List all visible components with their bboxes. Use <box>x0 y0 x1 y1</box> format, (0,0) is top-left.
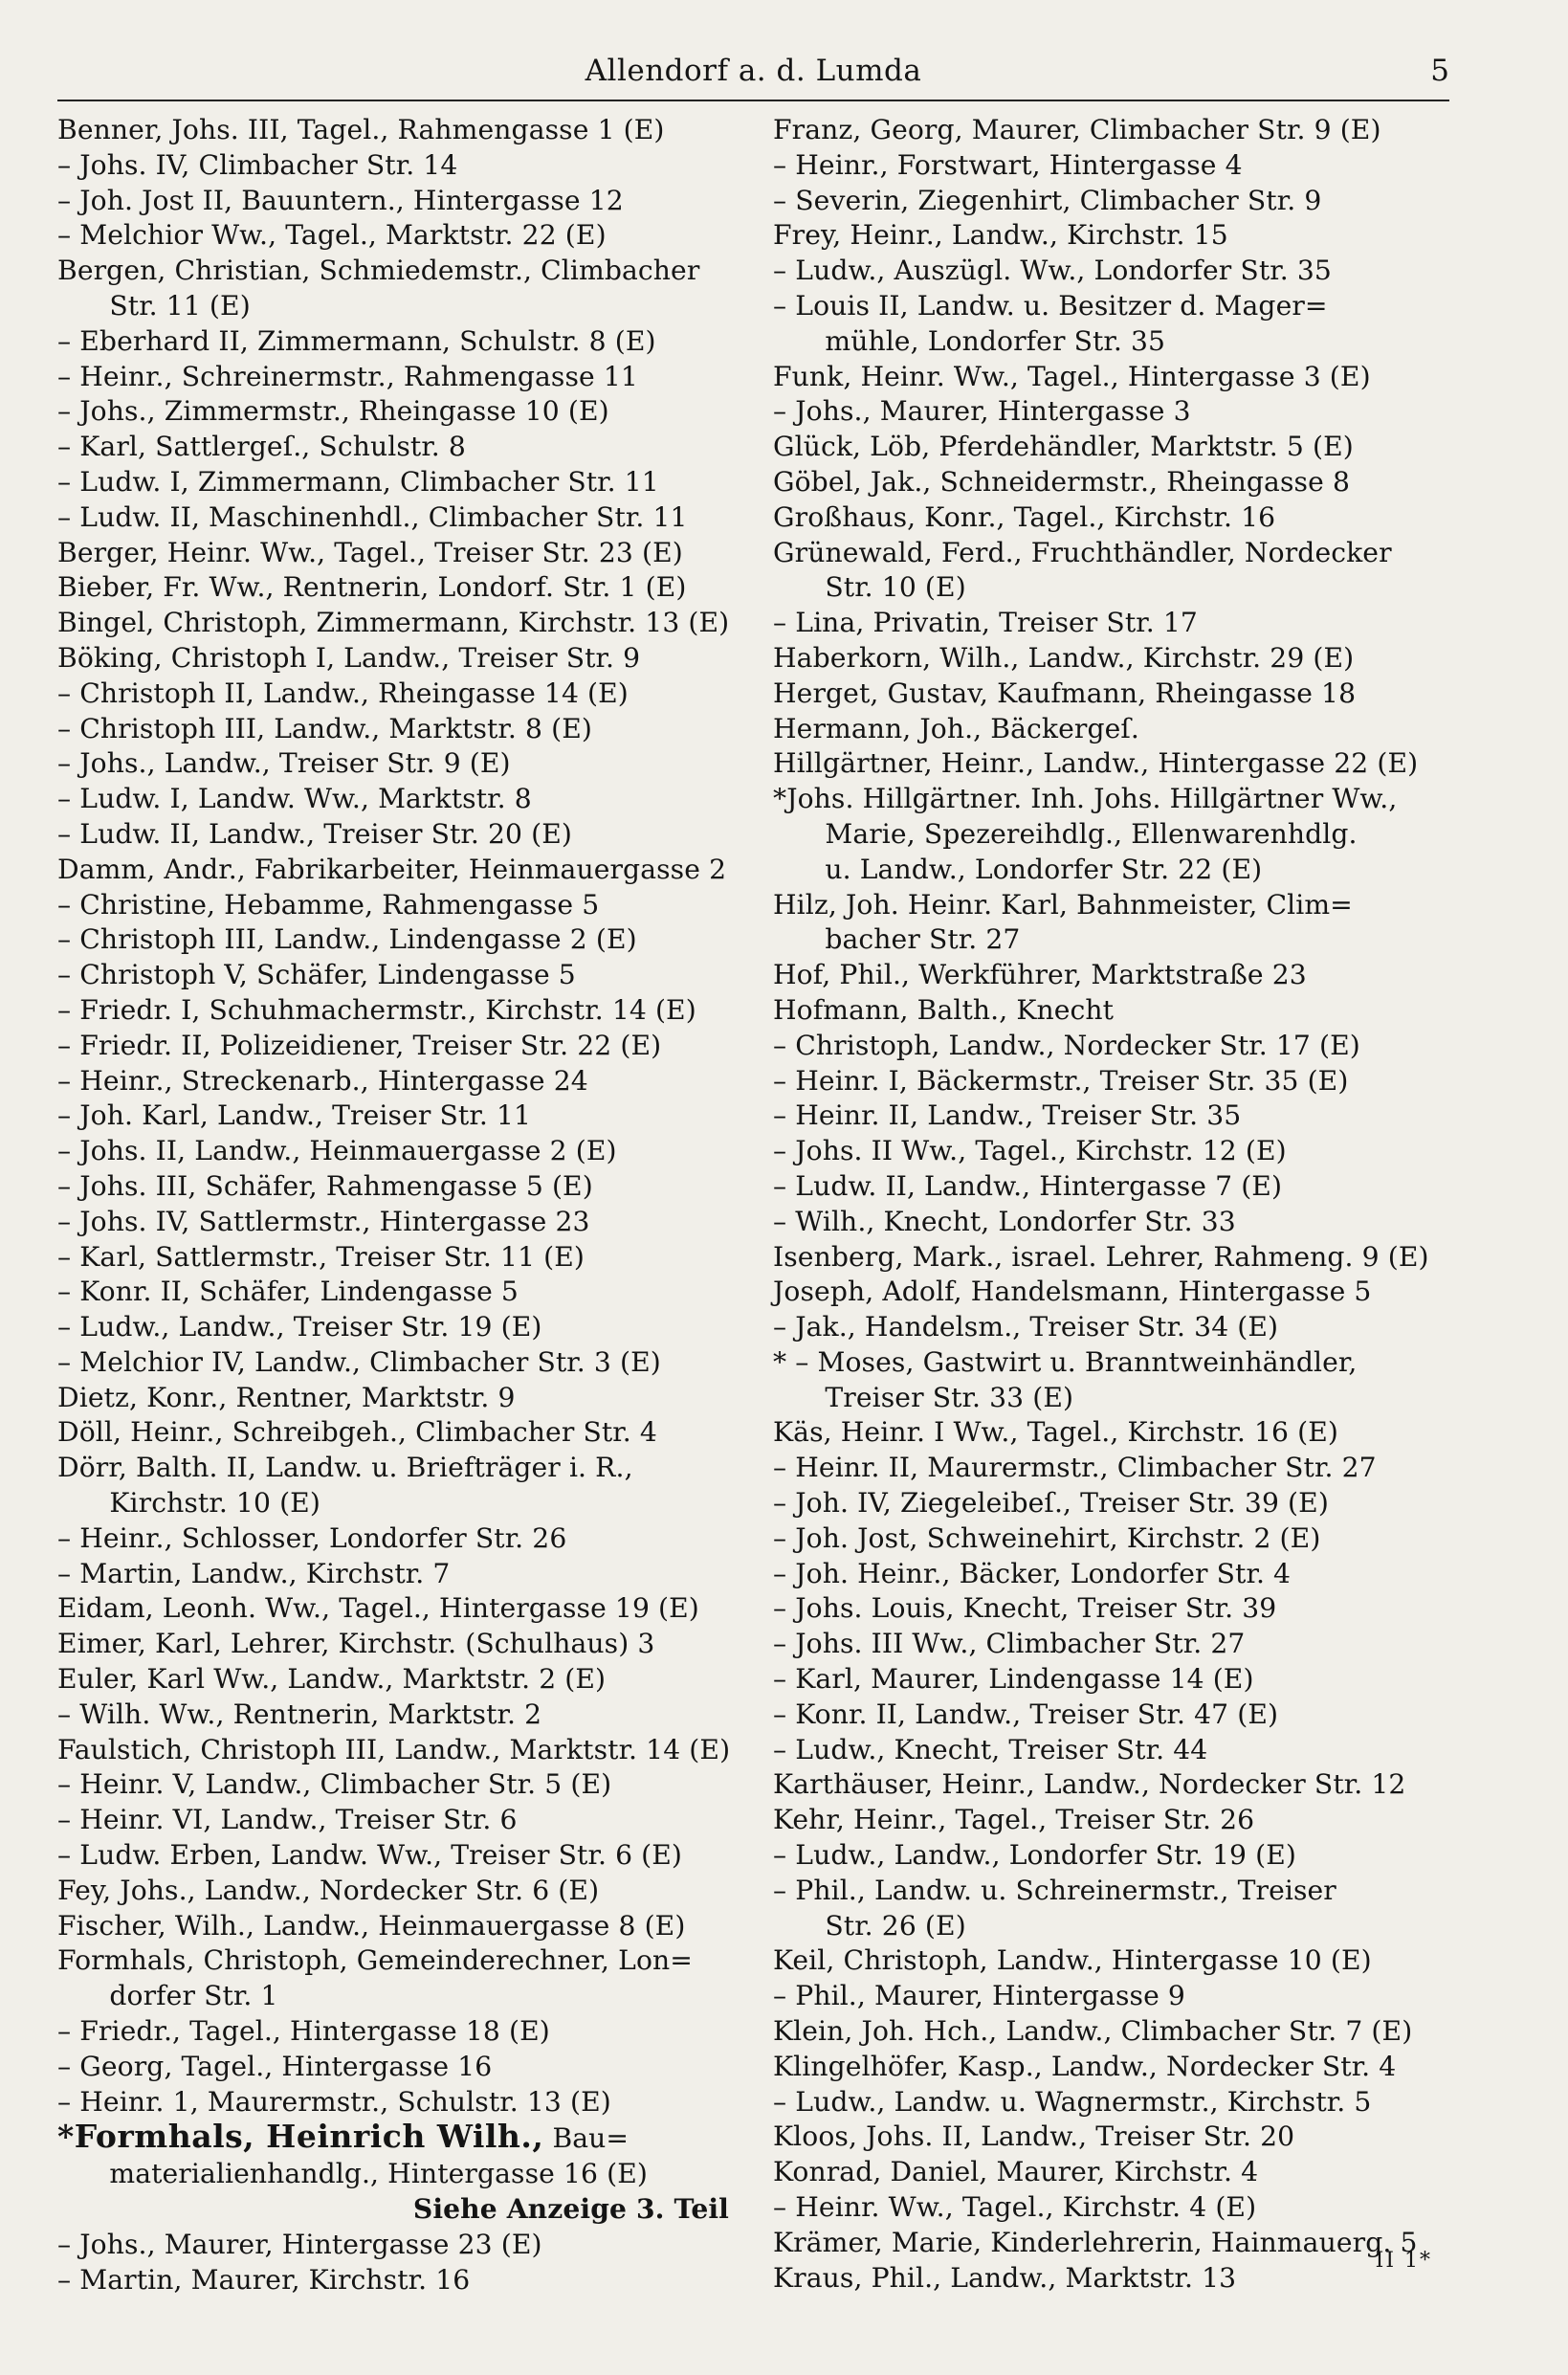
directory-entry: Funk, Heinr. Ww., Tagel., Hintergasse 3 (E) <box>773 360 1371 392</box>
directory-entry: Krämer, Marie, Kinderlehrerin, Hainmauerg. 5 <box>773 2226 1418 2258</box>
directory-entry: – Friedr. I, Schuhmachermstr., Kirchstr. 14 (E) <box>57 993 696 1026</box>
directory-entry: – Georg, Tagel., Hintergasse 16 <box>57 2050 493 2082</box>
directory-entry: – Johs., Maurer, Hintergasse 23 (E) <box>57 2228 542 2260</box>
directory-entry: Treiser Str. 33 (E) <box>773 1381 1074 1413</box>
directory-entry: – Jak., Handelsm., Treiser Str. 34 (E) <box>773 1311 1279 1343</box>
left-column <box>57 113 737 2296</box>
directory-entry: – Wilh., Knecht, Londorfer Str. 33 <box>773 1205 1236 1237</box>
ad-name: *Formhals, Heinrich Wilh., <box>57 2118 544 2156</box>
directory-entry: – Ludw., Landw. u. Wagnermstr., Kirchstr. 5 <box>773 2085 1372 2118</box>
directory-entry: – Heinr. II, Landw., Treiser Str. 35 <box>773 1099 1242 1132</box>
directory-entry: Str. 26 (E) <box>773 1909 966 1942</box>
directory-entry: – Johs. II Ww., Tagel., Kirchstr. 12 (E) <box>773 1135 1287 1167</box>
directory-entry: Dietz, Konr., Rentner, Marktstr. 9 <box>57 1381 516 1413</box>
directory-entry: – Johs. III Ww., Climbacher Str. 27 <box>773 1628 1246 1660</box>
directory-entry: – Johs. III, Schäfer, Rahmengasse 5 (E) <box>57 1169 593 1202</box>
directory-entry: – Karl, Sattlermstr., Treiser Str. 11 (E) <box>57 1240 585 1273</box>
ad-line2: materialienhandlg., Hintergasse 16 (E) <box>57 2158 649 2190</box>
signature-mark: II 1* <box>1375 2249 1432 2273</box>
directory-entry: Isenberg, Mark., israel. Lehrer, Rahmeng. 9 (E) <box>773 1240 1429 1273</box>
directory-entry: Großhaus, Konr., Tagel., Kirchstr. 16 <box>773 500 1276 533</box>
directory-entry: Str. 11 (E) <box>57 289 251 322</box>
directory-entry: Konrad, Daniel, Maurer, Kirchstr. 4 <box>773 2156 1259 2188</box>
directory-entry: Faulstich, Christoph III, Landw., Marktstr. 14 (E) <box>57 1733 731 1765</box>
directory-entry: Dörr, Balth. II, Landw. u. Briefträger i. R., <box>57 1452 633 1484</box>
directory-entry: Joseph, Adolf, Handelsmann, Hintergasse 5 <box>773 1276 1372 1308</box>
directory-entry: – Severin, Ziegenhirt, Climbacher Str. 9 <box>773 184 1322 216</box>
directory-entry: – Heinr. II, Maurermstr., Climbacher Str. 27 <box>773 1452 1377 1484</box>
directory-entry: – Martin, Landw., Kirchstr. 7 <box>57 1557 451 1589</box>
directory-entry: – Phil., Landw. u. Schreinermstr., Treiser <box>773 1874 1336 1906</box>
page-header <box>57 46 1449 103</box>
directory-entry: Grünewald, Ferd., Fruchthändler, Nordecker <box>773 536 1392 568</box>
directory-entry: – Heinr. Ww., Tagel., Kirchstr. 4 (E) <box>773 2191 1257 2224</box>
directory-entry: Keil, Christoph, Landw., Hintergasse 10 (E) <box>773 1944 1372 1977</box>
directory-entry: Kehr, Heinr., Tagel., Treiser Str. 26 <box>773 1804 1255 1836</box>
directory-entry: Hofmann, Balth., Knecht <box>773 993 1115 1026</box>
directory-entry: *Johs. Hillgärtner. Inh. Johs. Hillgärtner Ww., <box>773 783 1398 815</box>
directory-entry: – Johs. IV, Sattlermstr., Hintergasse 23 <box>57 1205 590 1237</box>
directory-entry: – Friedr., Tagel., Hintergasse 18 (E) <box>57 2015 550 2048</box>
directory-entry: – Ludw., Auszügl. Ww., Londorfer Str. 35 <box>773 255 1332 287</box>
ad-line1-rest: Bau= <box>543 2122 629 2155</box>
directory-entry: – Johs., Maurer, Hintergasse 3 <box>773 395 1191 428</box>
directory-entry: – Melchior Ww., Tagel., Marktstr. 22 (E) <box>57 219 607 252</box>
directory-entry: – Martin, Maurer, Kirchstr. 16 <box>57 2263 471 2296</box>
directory-entry: – Joh. Heinr., Bäcker, Londorfer Str. 4 <box>773 1557 1292 1589</box>
directory-entry: Karthäuser, Heinr., Landw., Nordecker Str. 12 <box>773 1768 1406 1801</box>
directory-entry: – Joh. Karl, Landw., Treiser Str. 11 <box>57 1099 532 1132</box>
directory-entry: Formhals, Christoph, Gemeinderechner, Lon= <box>57 1944 694 1977</box>
directory-entry: – Christoph V, Schäfer, Lindengasse 5 <box>57 959 576 991</box>
directory-entry: – Heinr., Streckenarb., Hintergasse 24 <box>57 1064 588 1097</box>
directory-entry: – Christoph, Landw., Nordecker Str. 17 (E) <box>773 1029 1360 1061</box>
directory-entry: Kloos, Johs. II, Landw., Treiser Str. 20 <box>773 2120 1295 2153</box>
directory-entry: u. Landw., Londorfer Str. 22 (E) <box>773 853 1263 885</box>
directory-entry: Glück, Löb, Pferdehändler, Marktstr. 5 (E) <box>773 431 1354 463</box>
directory-entry: Hilz, Joh. Heinr. Karl, Bahnmeister, Clim= <box>773 888 1353 921</box>
directory-entry: – Ludw. I, Landw. Ww., Marktstr. 8 <box>57 783 532 815</box>
directory-entry: Berger, Heinr. Ww., Tagel., Treiser Str. 23 (E) <box>57 536 683 568</box>
directory-entry: – Christine, Hebamme, Rahmengasse 5 <box>57 888 600 921</box>
directory-entry: Eidam, Leonh. Ww., Tagel., Hintergasse 19 (E) <box>57 1592 699 1625</box>
directory-entry: – Karl, Maurer, Lindengasse 14 (E) <box>773 1663 1254 1696</box>
directory-entry: Bieber, Fr. Ww., Rentnerin, Londorf. Str. 1 (E) <box>57 571 687 604</box>
directory-entry: Klingelhöfer, Kasp., Landw., Nordecker Str. 4 <box>773 2050 1397 2082</box>
directory-entry: Bergen, Christian, Schmiedemstr., Climbacher <box>57 255 700 287</box>
directory-entry: – Louis II, Landw. u. Besitzer d. Mager= <box>773 289 1328 322</box>
directory-entry: – Phil., Maurer, Hintergasse 9 <box>773 1980 1185 2012</box>
directory-entry: – Johs. Louis, Knecht, Treiser Str. 39 <box>773 1592 1277 1625</box>
directory-entry: – Heinr. VI, Landw., Treiser Str. 6 <box>57 1804 518 1836</box>
directory-entry: mühle, Londorfer Str. 35 <box>773 324 1166 357</box>
directory-entry: Käs, Heinr. I Ww., Tagel., Kirchstr. 16 (E) <box>773 1416 1339 1449</box>
directory-entry: dorfer Str. 1 <box>57 1980 278 2012</box>
directory-entry: – Johs., Zimmermstr., Rheingasse 10 (E) <box>57 395 609 428</box>
directory-entry: Damm, Andr., Fabrikarbeiter, Heinmauergasse 2 <box>57 853 727 885</box>
directory-entry: – Christoph III, Landw., Marktstr. 8 (E) <box>57 712 592 744</box>
directory-entry: – Joh. Jost II, Bauuntern., Hintergasse 12 <box>57 184 624 216</box>
directory-entry: – Christoph III, Landw., Lindengasse 2 (E) <box>57 923 637 956</box>
directory-entry: Fey, Johs., Landw., Nordecker Str. 6 (E) <box>57 1874 600 1906</box>
directory-entry: – Ludw. I, Zimmermann, Climbacher Str. 11 <box>57 465 659 498</box>
directory-entry: – Karl, Sattlergeſ., Schulstr. 8 <box>57 431 466 463</box>
directory-entry: * – Moses, Gastwirt u. Branntweinhändler, <box>773 1345 1358 1378</box>
directory-entry: – Joh. Jost, Schweinehirt, Kirchstr. 2 (E) <box>773 1521 1321 1554</box>
directory-entry: – Konr. II, Schäfer, Lindengasse 5 <box>57 1276 519 1308</box>
directory-entry: Klein, Joh. Hch., Landw., Climbacher Str. 7 (E) <box>773 2015 1413 2048</box>
directory-entry: Frey, Heinr., Landw., Kirchstr. 15 <box>773 219 1228 252</box>
directory-entry: Bingel, Christoph, Zimmermann, Kirchstr. 13 (E) <box>57 607 730 639</box>
directory-entry: – Friedr. II, Polizeidiener, Treiser Str. 22 (E) <box>57 1029 662 1061</box>
directory-entry: Fischer, Wilh., Landw., Heinmauergasse 8 (E) <box>57 1909 686 1942</box>
directory-entry: Marie, Spezereihdlg., Ellenwarenhdlg. <box>773 817 1358 850</box>
directory-entry: Hillgärtner, Heinr., Landw., Hintergasse 22 (E) <box>773 747 1419 780</box>
directory-entry: – Heinr., Forstwart, Hintergasse 4 <box>773 148 1243 181</box>
directory-entry: Benner, Johs. III, Tagel., Rahmengasse 1 (E) <box>57 114 665 145</box>
directory-entry: Kraus, Phil., Landw., Marktstr. 13 <box>773 2261 1237 2294</box>
ad-reference: Siehe Anzeige 3. Teil <box>412 2193 729 2226</box>
directory-entry: Franz, Georg, Maurer, Climbacher Str. 9 (E) <box>773 114 1381 145</box>
directory-entry: – Lina, Privatin, Treiser Str. 17 <box>773 607 1198 639</box>
directory-entry: Kirchstr. 10 (E) <box>57 1487 320 1520</box>
directory-entry: – Johs. IV, Climbacher Str. 14 <box>57 148 458 181</box>
directory-entry: Döll, Heinr., Schreibgeh., Climbacher Str. 4 <box>57 1416 657 1449</box>
directory-entry: Böking, Christoph I, Landw., Treiser Str. 9 <box>57 641 641 674</box>
directory-entry: Herget, Gustav, Kaufmann, Rheingasse 18 <box>773 677 1357 709</box>
directory-entry: – Joh. IV, Ziegeleibeſ., Treiser Str. 39 (E) <box>773 1487 1329 1520</box>
directory-entry: – Ludw. II, Landw., Treiser Str. 20 (E) <box>57 817 573 850</box>
directory-entry: Haberkorn, Wilh., Landw., Kirchstr. 29 (E) <box>773 641 1355 674</box>
directory-entry: Göbel, Jak., Schneidermstr., Rheingasse 8 <box>773 465 1350 498</box>
directory-entry: – Ludw. II, Maschinenhdl., Climbacher Str. 11 <box>57 500 688 533</box>
directory-entry: Hof, Phil., Werkführer, Marktstraße 23 <box>773 959 1307 991</box>
directory-entry: – Heinr. I, Bäckermstr., Treiser Str. 35 (E) <box>773 1064 1349 1097</box>
directory-entry: – Johs., Landw., Treiser Str. 9 (E) <box>57 747 511 780</box>
directory-entry: – Ludw., Landw., Treiser Str. 19 (E) <box>57 1311 542 1343</box>
directory-entry: – Heinr. 1, Maurermstr., Schulstr. 13 (E) <box>57 2085 611 2118</box>
directory-entry: – Johs. II, Landw., Heinmauergasse 2 (E) <box>57 1135 617 1167</box>
directory-entry: – Heinr., Schreinermstr., Rahmengasse 11 <box>57 360 638 392</box>
directory-entry: – Konr. II, Landw., Treiser Str. 47 (E) <box>773 1698 1279 1730</box>
directory-entry: bacher Str. 27 <box>773 923 1021 956</box>
directory-entry: – Ludw. II, Landw., Hintergasse 7 (E) <box>773 1169 1283 1202</box>
directory-entry: Str. 10 (E) <box>773 571 966 604</box>
directory-entry: – Christoph II, Landw., Rheingasse 14 (E) <box>57 677 629 709</box>
directory-entry: – Wilh. Ww., Rentnerin, Marktstr. 2 <box>57 1698 542 1730</box>
page-title: Allendorf a. d. Lumda <box>585 54 922 88</box>
directory-entry: – Eberhard II, Zimmermann, Schulstr. 8 (E) <box>57 324 656 357</box>
directory-entry: Eimer, Karl, Lehrer, Kirchstr. (Schulhaus) 3 <box>57 1628 655 1660</box>
directory-entry: Hermann, Joh., Bäckergeſ. <box>773 712 1139 744</box>
directory-entry: – Ludw., Landw., Londorfer Str. 19 (E) <box>773 1839 1297 1872</box>
page-number: 5 <box>1430 54 1449 88</box>
directory-entry: – Heinr., Schlosser, Londorfer Str. 26 <box>57 1521 567 1554</box>
directory-entry: – Melchior IV, Landw., Climbacher Str. 3 (E) <box>57 1345 661 1378</box>
directory-entry: – Ludw. Erben, Landw. Ww., Treiser Str. 6 (E) <box>57 1839 683 1872</box>
header-rule <box>57 100 1449 101</box>
directory-entry: Euler, Karl Ww., Landw., Marktstr. 2 (E) <box>57 1663 607 1696</box>
directory-entry: – Heinr. V, Landw., Climbacher Str. 5 (E) <box>57 1768 612 1801</box>
directory-entry: – Ludw., Knecht, Treiser Str. 44 <box>773 1733 1208 1765</box>
directory-entry-ad <box>57 2120 737 2157</box>
